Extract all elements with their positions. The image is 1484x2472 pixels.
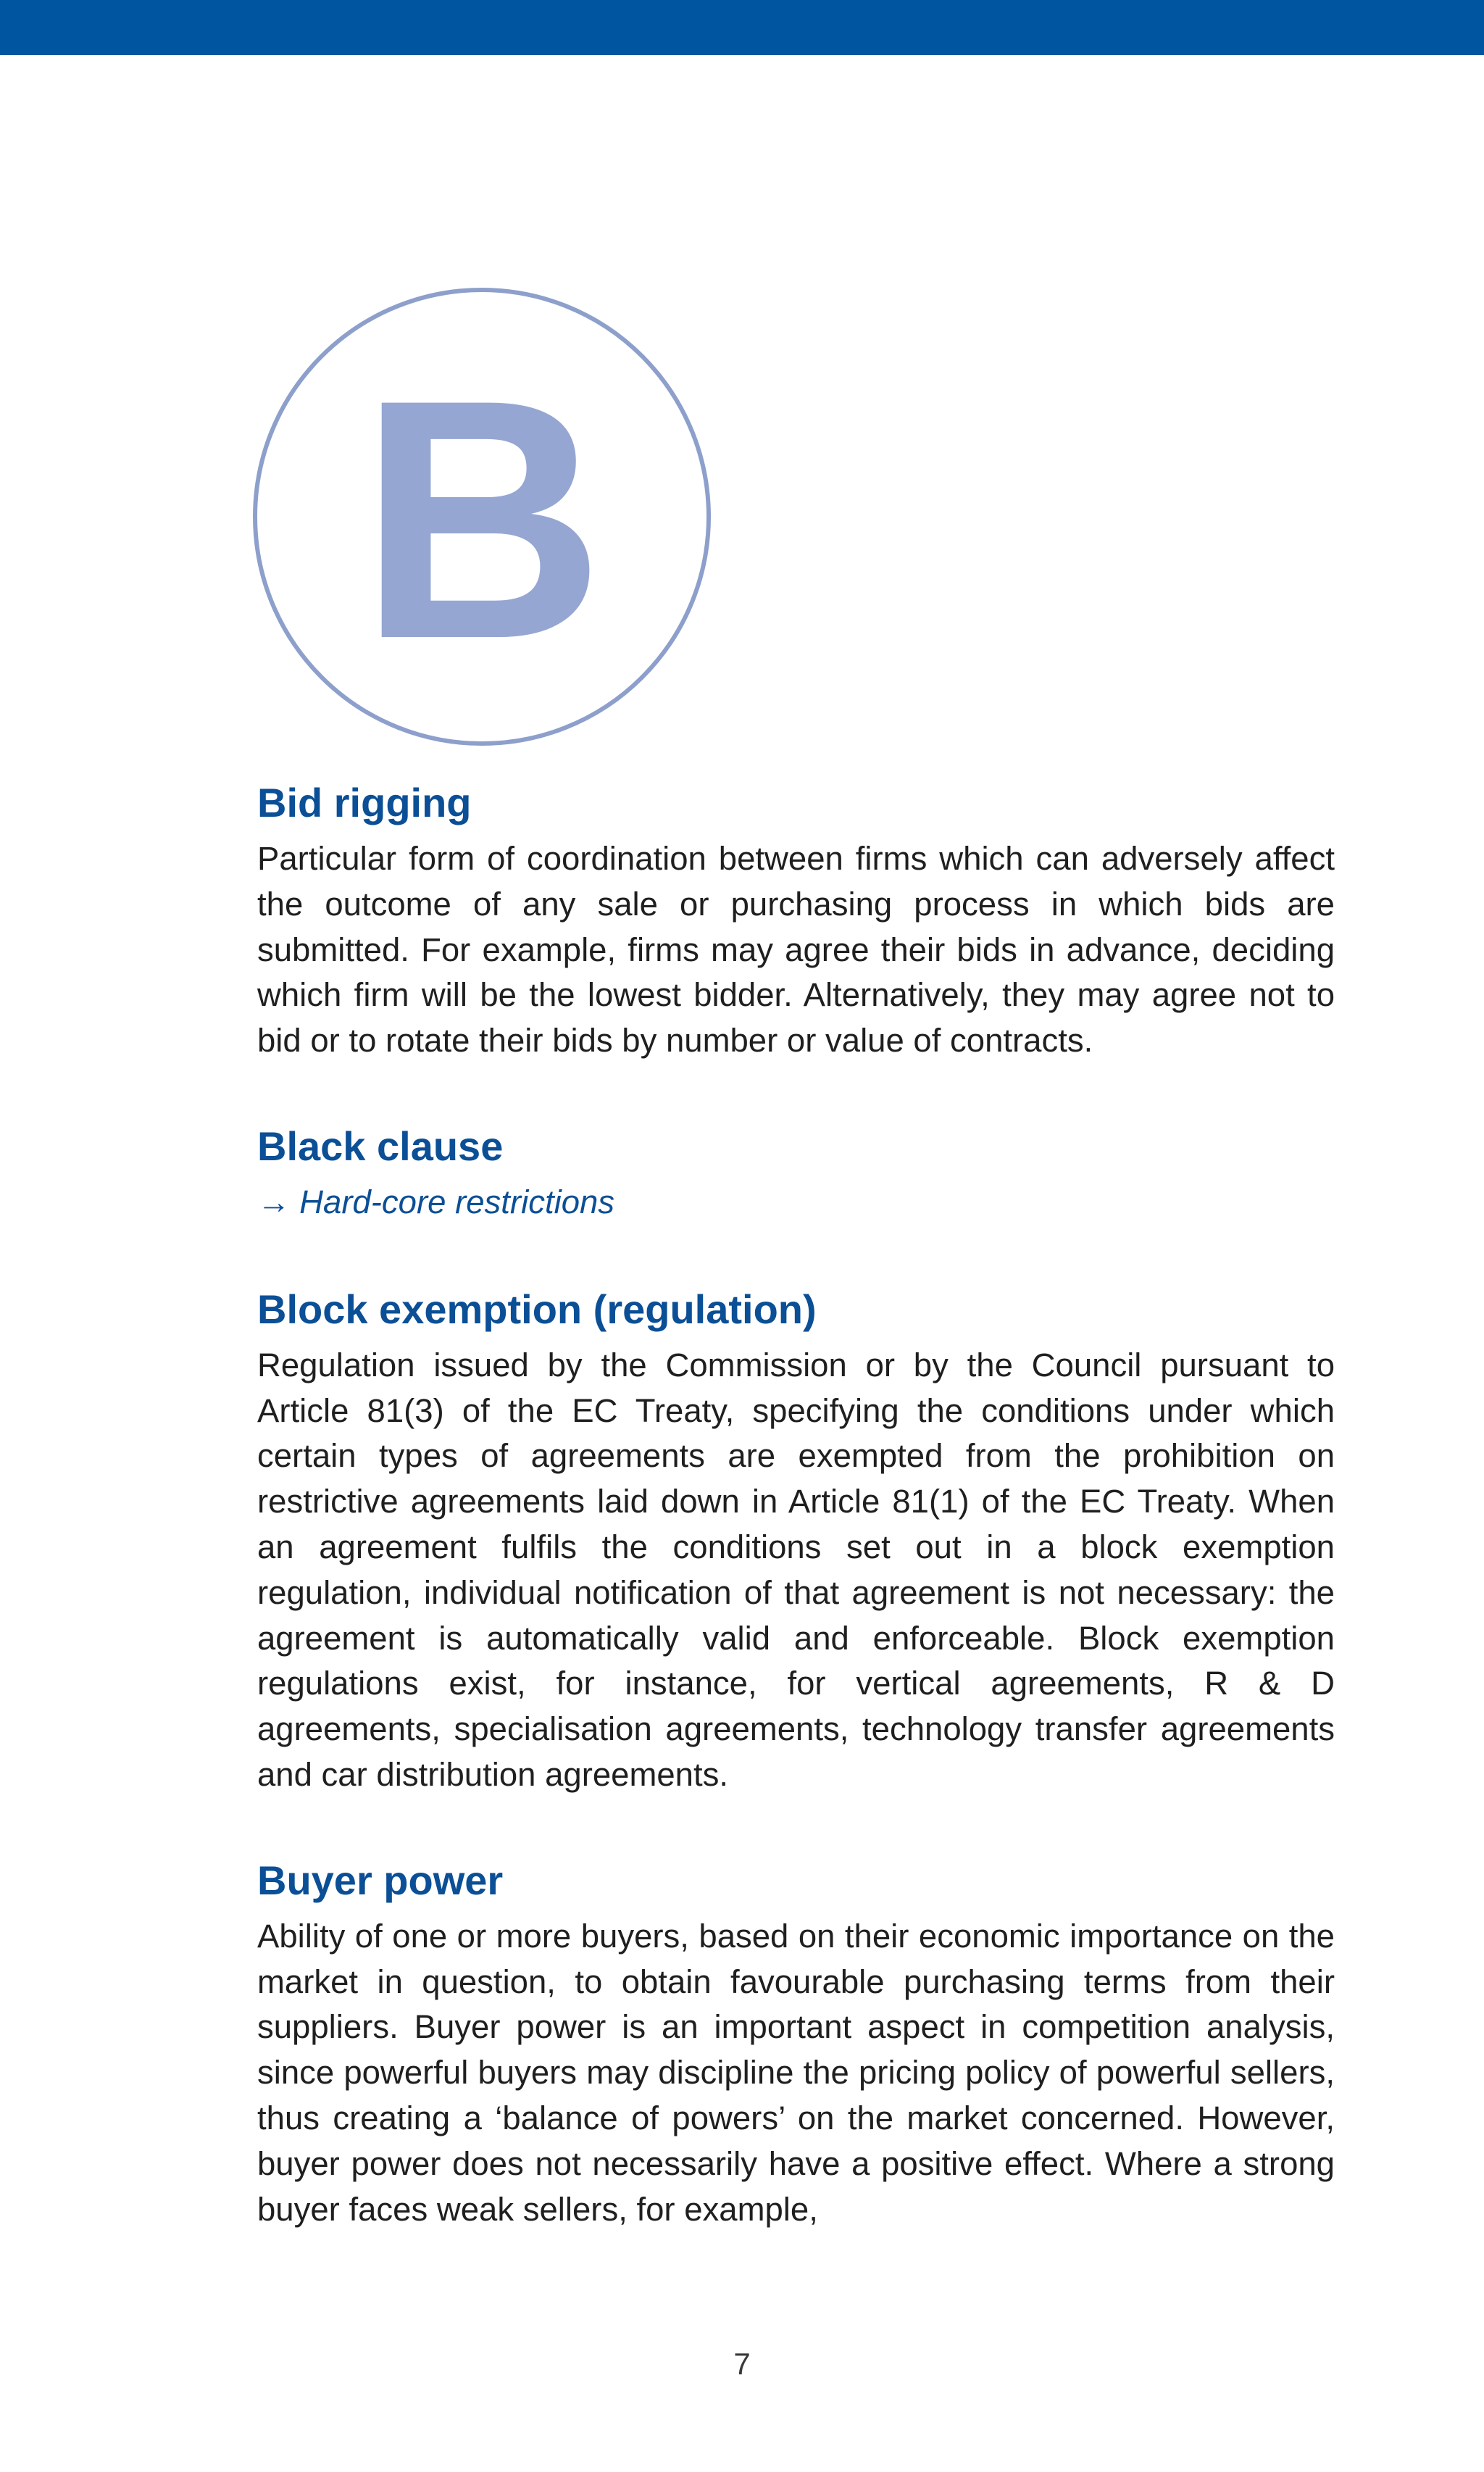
entry-definition-block-exemption: Regulation issued by the Commission or by the Council pursuant to Article 81(3) of the EC Treaty, specifying the conditions under which certain types of agreements are exempted from the prohibition on restrictive agreements laid down in Article 81(1) of the EC Treaty. When an agreement fulfils the conditions set out in a block exemption regulation, individual notification of that agreement is not necessary: the agreement is automatically valid and enforceable. Block exemption regulations exist, for instance, for vertical agreements, R & D agreements, specialisation agreements, technology transfer agreements and car distribution agreements. bbox=[257, 1346, 1335, 1793]
reference-link[interactable]: Hard-core restrictions bbox=[299, 1183, 615, 1220]
entry-title-buyer-power: Buyer power bbox=[257, 1857, 504, 1903]
entry-definition-bid-rigging: Particular form of coordination between firms which can adversely affect the outcome of any sale or purchasing process in which bids are submitted. For example, firms may agree their bids in advance, deciding which firm will be the lowest bidder. Alternatively, they may agree not to bid or to rotate their bids by number or value of contracts. bbox=[257, 840, 1335, 1060]
entry-reference-black-clause[interactable] bbox=[257, 1180, 1335, 1225]
top-color-bar bbox=[0, 0, 1484, 55]
arrow-right-icon: → bbox=[257, 1183, 291, 1220]
entry-definition-buyer-power: Ability of one or more buyers, based on their economic importance on the market in question, to obtain favourable purchasing terms from their suppliers. Buyer power is an important aspect in competition analysis, since powerful buyers may discipline the pricing policy of powerful sellers, thus creating a ‘balance of powers’ on the market concerned. However, buyer power does not necessarily have a positive effect. Where a strong buyer faces weak sellers, for example, bbox=[257, 1917, 1335, 2228]
section-letter: B bbox=[359, 329, 605, 709]
entry-title-bid-rigging: Bid rigging bbox=[257, 780, 472, 825]
entry-title-black-clause: Black clause bbox=[257, 1123, 504, 1169]
glossary-content bbox=[257, 770, 1335, 2232]
entry-title-block-exemption: Block exemption (regulation) bbox=[257, 1286, 817, 1332]
page-number: 7 bbox=[733, 2347, 751, 2381]
